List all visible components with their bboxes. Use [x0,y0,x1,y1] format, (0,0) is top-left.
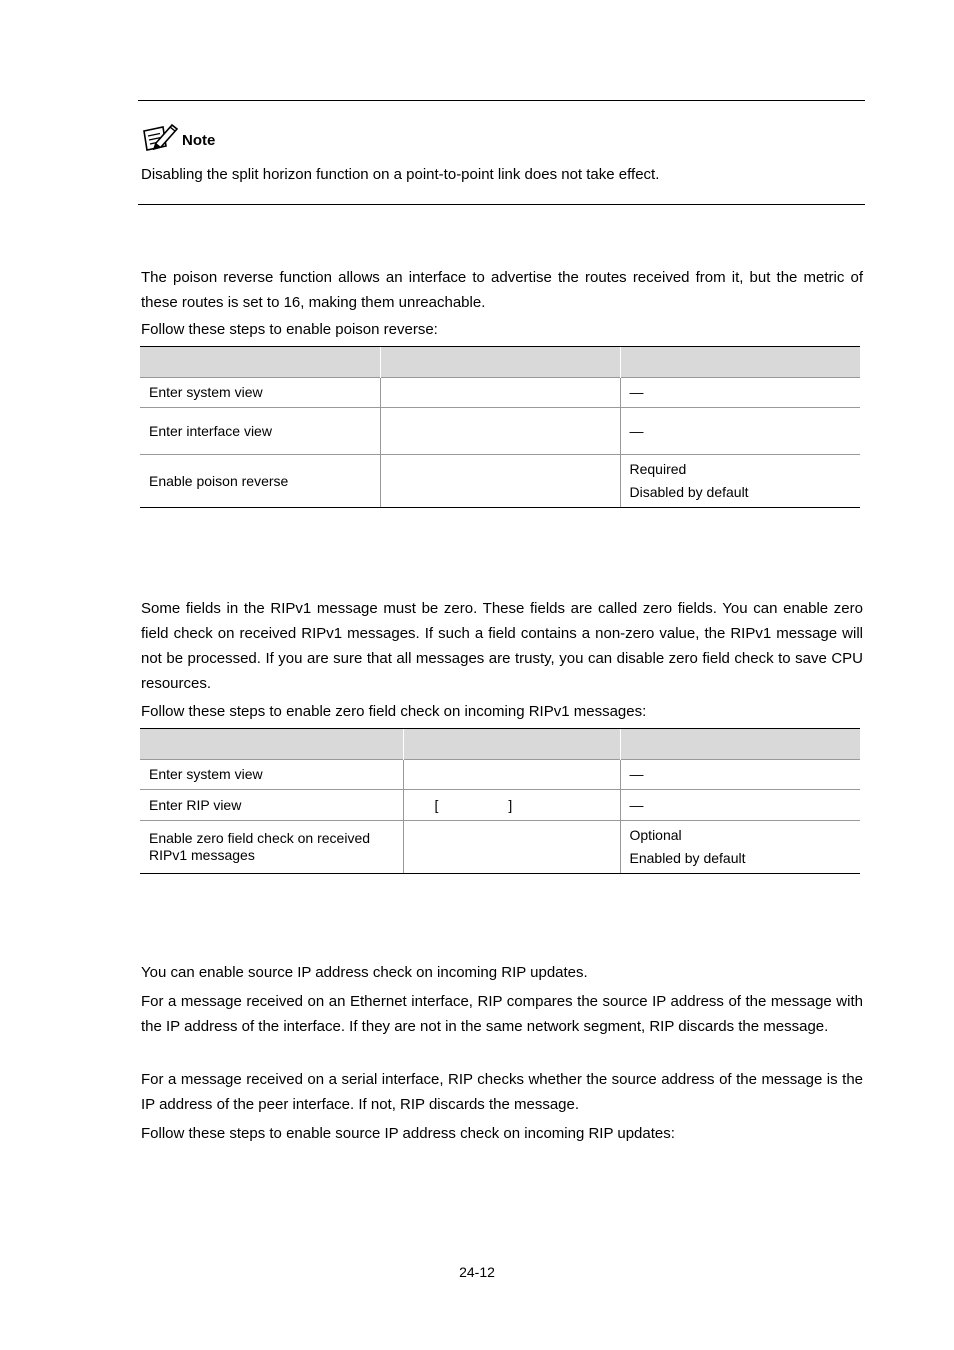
table-row [140,378,860,408]
table-row [140,455,860,508]
header-cell [380,347,620,378]
to-do-cell: Enter system view [140,760,403,790]
remarks-cell: — [620,378,860,408]
note-bottom-rule [138,204,865,205]
to-do-cell: Enter RIP view [140,790,403,821]
poison-reverse-table [140,346,860,508]
note-header [141,120,215,152]
table-row [140,760,860,790]
note-top-rule [138,100,865,101]
table-header-row [140,347,860,378]
remarks-cell: — [620,408,860,455]
remarks-cell: — [620,760,860,790]
to-do-cell: Enter interface view [140,408,380,455]
to-do-cell: Enable poison reverse [140,455,380,508]
use-cell: [ ] [403,790,620,821]
to-do-cell: Enter system view [140,378,380,408]
zero-field-intro: Some fields in the RIPv1 message must be zero. These fields are called zero fields. You can enable zero field check on received RIPv1 messages. If such a field contains a non-zero value, the RIPv1 message will not be processed. If you are sure that all messages are trusty, you can disable zero field check to save CPU resources. [141,600,863,692]
source-check-p3: For a message received on a serial interface, RIP checks whether the source address of the message is the IP address of the peer interface. If not, RIP discards the message. [141,1071,863,1113]
remarks-line: Enabled by default [629,850,746,866]
use-cell [403,760,620,790]
source-check-p4: Follow these steps to enable source IP address check on incoming RIP updates: [141,1125,675,1142]
table-header-row [140,729,860,760]
remarks-cell: — [620,790,860,821]
use-cell [380,378,620,408]
to-do-cell: Enable zero field check on received RIPv1 messages [140,821,403,874]
header-cell [140,347,380,378]
note-label: Note [182,132,216,149]
table-row [140,821,860,874]
remarks-line: Optional [629,827,682,843]
remarks-cell [620,821,860,874]
header-cell [403,729,620,760]
table-row [140,790,860,821]
use-cell [380,455,620,508]
poison-reverse-intro: The poison reverse function allows an interface to advertise the routes received from it, but the metric of these routes is set to 16, making them unreachable. [141,269,863,311]
table-row [140,408,860,455]
page-number: 24-12 [459,1264,495,1280]
note-text: Disabling the split horizon function on a point-to-point link does not take effect. [141,166,660,183]
source-check-p1: You can enable source IP address check on incoming RIP updates. [141,964,588,981]
use-cell [403,821,620,874]
poison-reverse-lead: Follow these steps to enable poison reverse: [141,321,438,338]
zero-field-table [140,728,860,874]
zero-field-lead: Follow these steps to enable zero field check on incoming RIPv1 messages: [141,703,647,720]
remarks-cell [620,455,860,508]
source-check-p2: For a message received on an Ethernet interface, RIP compares the source IP address of the message with the IP address of the interface. If they are not in the same network segment, RIP discards the message. [141,993,863,1035]
remarks-line: Disabled by default [629,484,749,500]
header-cell [620,729,860,760]
note-pencil-icon [141,122,179,152]
header-cell [620,347,860,378]
header-cell [140,729,403,760]
use-cell [380,408,620,455]
remarks-line: Required [629,461,687,477]
